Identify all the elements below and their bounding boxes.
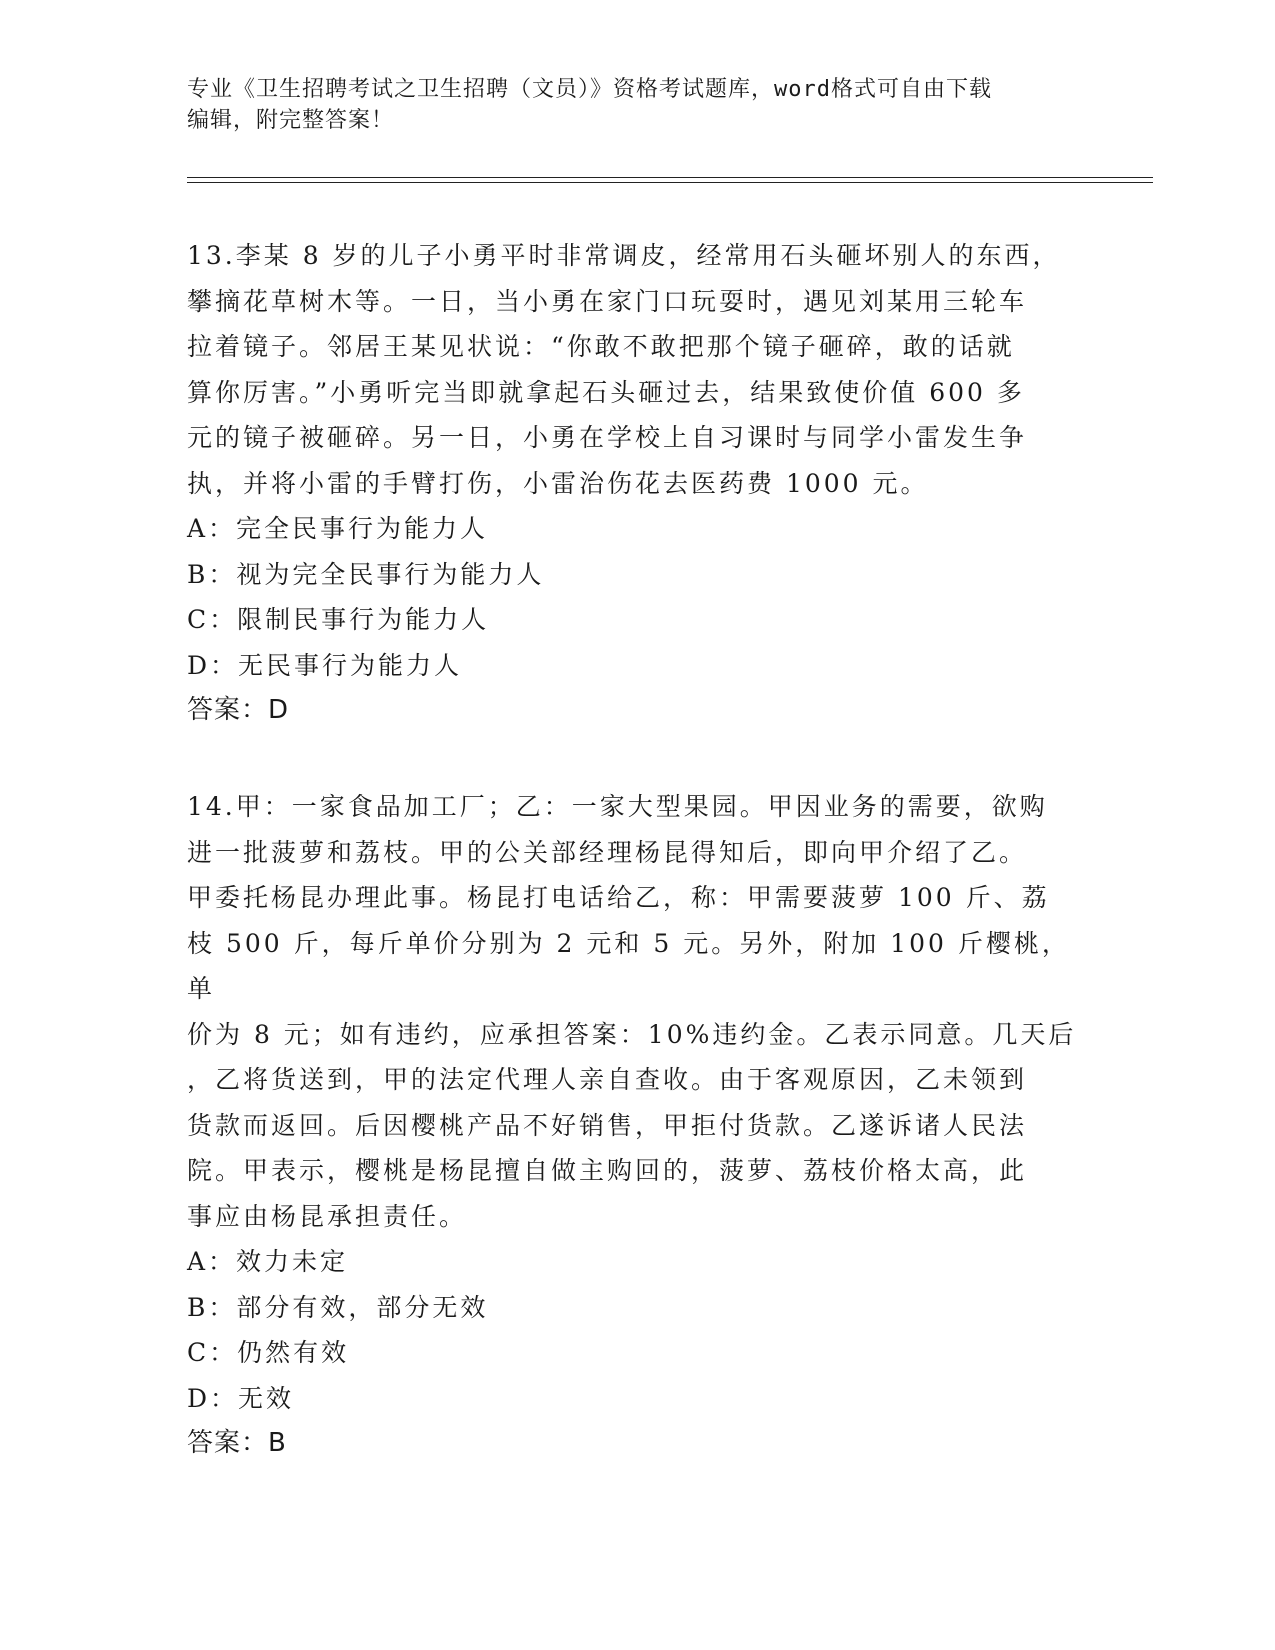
- stem-line: 货款而返回。后因樱桃产品不好销售，甲拒付货款。乙遂诉诸人民法: [187, 1110, 1028, 1140]
- stem-line: 甲委托杨昆办理此事。杨昆打电话给乙，称：甲需要菠萝 100 斤、荔: [187, 883, 1050, 912]
- header-line-2: 编辑，附完整答案！: [187, 108, 395, 133]
- stem-line: 13.李某 8 岁的儿子小勇平时非常调皮，经常用石头砸坏别人的东西，: [187, 241, 1061, 270]
- stem-line: 算你厉害。”小勇听完当即就拿起石头砸过去，结果致使价值 600 多: [187, 377, 1025, 407]
- stem-line: 拉着镜子。邻居王某见状说：“你敢不敢把那个镜子砸碎，敢的话就: [187, 332, 1015, 361]
- option-b: B：视为完全民事行为能力人: [187, 559, 545, 589]
- stem-line: 攀摘花草树木等。一日，当小勇在家门口玩耍时，遇见刘某用三轮车: [187, 286, 1028, 316]
- option-c: C：限制民事行为能力人: [187, 605, 490, 634]
- header-line-1: 专业《卫生招聘考试之卫生招聘（文员）》资格考试题库，word格式可自由下载: [187, 77, 992, 102]
- stem-line: 事应由杨昆承担责任。: [187, 1201, 468, 1231]
- header-divider-bottom: [187, 182, 1153, 183]
- answer-line: 答案：D: [187, 695, 290, 725]
- question-stem: [187, 784, 1077, 1239]
- stem-line: 枝 500 斤，每斤单价分别为 2 元和 5 元。另外，附加 100 斤樱桃，单: [187, 928, 1070, 1003]
- stem-line: 元的镜子被砸碎。另一日，小勇在学校上自习课时与同学小雷发生争: [187, 423, 1028, 452]
- answer-line: 答案：B: [187, 1428, 287, 1458]
- option-c: C：仍然有效: [187, 1338, 350, 1367]
- stem-line: 院。甲表示，樱桃是杨昆擅自做主购回的，菠萝、荔枝价格太高，此: [187, 1156, 1028, 1185]
- option-a: A：完全民事行为能力人: [187, 514, 489, 543]
- option-d: D：无效: [187, 1383, 295, 1413]
- stem-line: 14.甲：一家食品加工厂；乙：一家大型果园。甲因业务的需要，欲购: [187, 792, 1048, 821]
- stem-line: 价为 8 元；如有违约，应承担答案：10%违约金。乙表示同意。几天后: [187, 1019, 1077, 1049]
- question-13: [187, 233, 1077, 734]
- question-14: [187, 784, 1077, 1467]
- option-d: D：无民事行为能力人: [187, 650, 463, 680]
- option-a: A：效力未定: [187, 1247, 349, 1276]
- stem-line: 执，并将小雷的手臂打伤，小雷治伤花去医药费 1000 元。: [187, 468, 929, 498]
- stem-line: 进一批菠萝和荔枝。甲的公关部经理杨昆得知后，即向甲介绍了乙。: [187, 837, 1028, 867]
- document-header: [187, 74, 1067, 136]
- option-b: B：部分有效，部分无效: [187, 1292, 489, 1322]
- stem-line: ，乙将货送到，甲的法定代理人亲自查收。由于客观原因，乙未领到: [187, 1065, 1028, 1094]
- question-stem: [187, 233, 1077, 506]
- header-divider-top: [187, 177, 1153, 178]
